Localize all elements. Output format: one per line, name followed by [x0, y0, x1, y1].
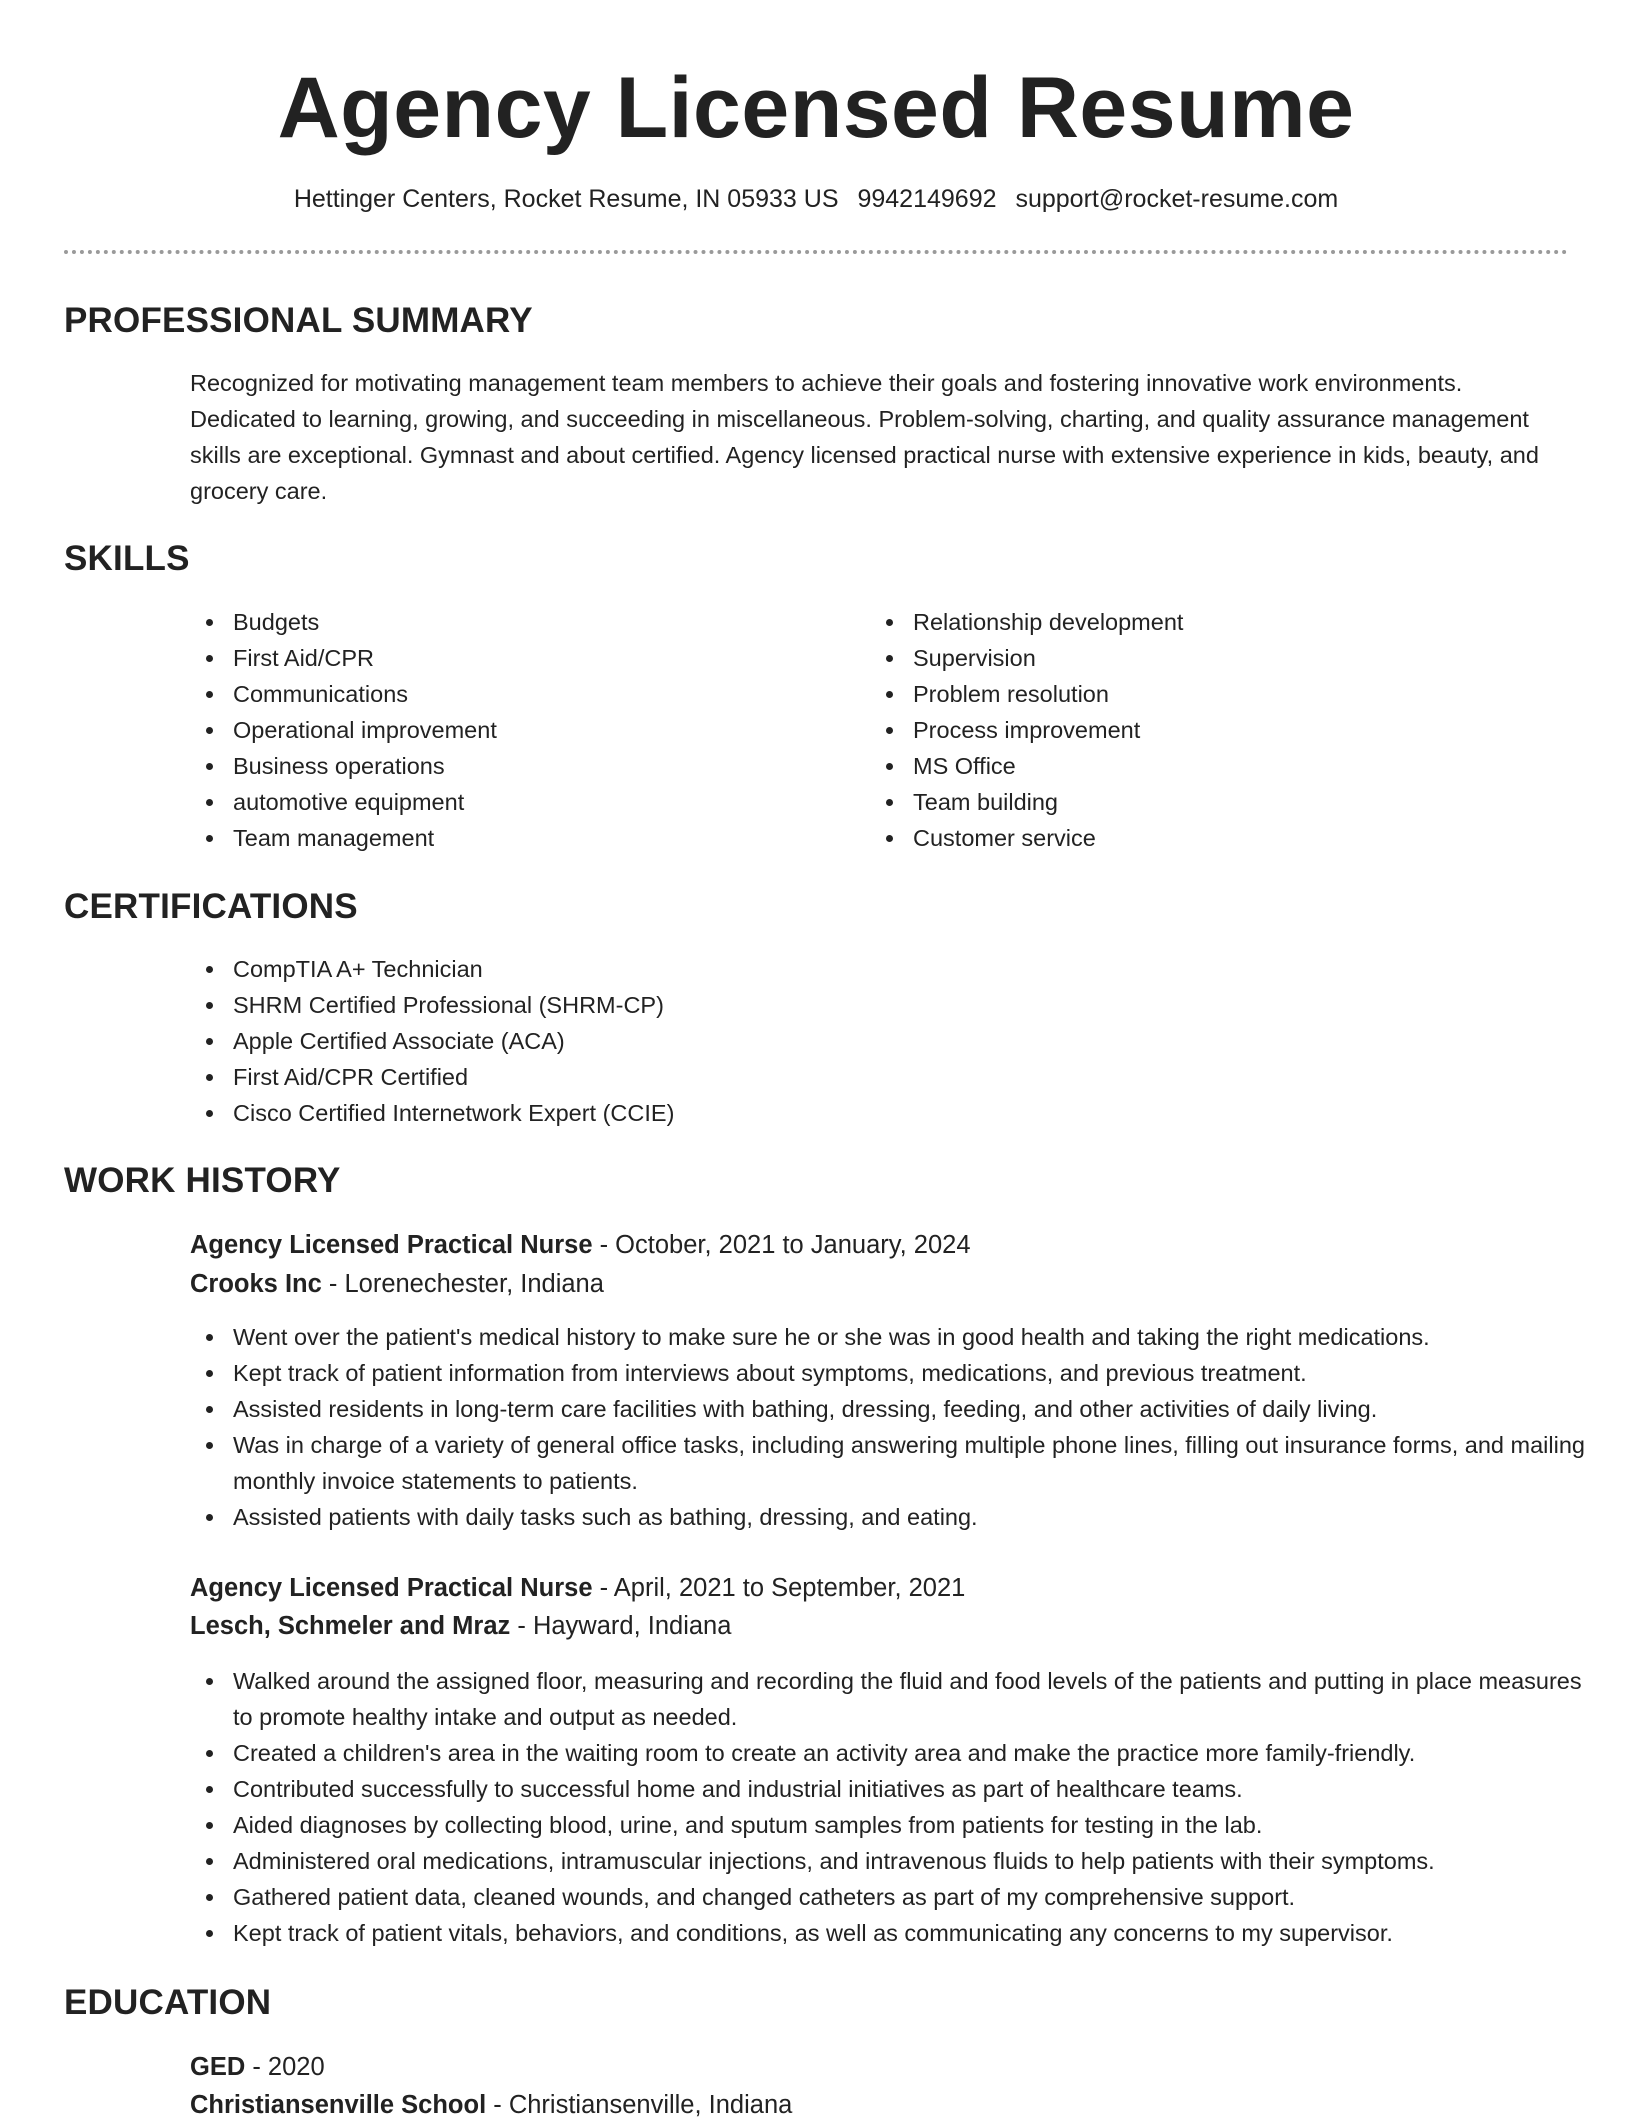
duty-item: Assisted patients with daily tasks such as bathing, dressing, and eating. [233, 1499, 1603, 1535]
job-role: Agency Licensed Practical Nurse [190, 1231, 593, 1259]
certification-item: First Aid/CPR Certified [233, 1059, 1533, 1095]
education-heading: EDUCATION [64, 1983, 272, 2022]
certifications-heading: CERTIFICATIONS [64, 887, 358, 926]
duty-item: Went over the patient's medical history to make sure he or she was in good health and taking the right medications. [233, 1319, 1603, 1355]
skill-item: MS Office [913, 748, 1513, 784]
certification-item: Apple Certified Associate (ACA) [233, 1023, 1533, 1059]
work-history-heading: WORK HISTORY [64, 1161, 341, 1200]
duty-item: Created a children's area in the waiting room to create an activity area and make the practice more family-friendly. [233, 1735, 1603, 1771]
education-degree: GED [190, 2053, 246, 2081]
certification-item: CompTIA A+ Technician [233, 951, 1533, 987]
skills-list-left [190, 604, 833, 856]
job-company: Lesch, Schmeler and Mraz [190, 1612, 511, 1640]
skill-item: Operational improvement [233, 712, 833, 748]
job-dates: - October, 2021 to January, 2024 [592, 1231, 971, 1259]
skill-item: Process improvement [913, 712, 1513, 748]
duty-item: Administered oral medications, intramuscular injections, and intravenous fluids to help patients with their symptoms. [233, 1843, 1603, 1879]
contact-phone: 9942149692 [857, 185, 997, 213]
job-role: Agency Licensed Practical Nurse [190, 1574, 593, 1602]
job-2-title-line [190, 1569, 965, 1607]
skill-item: First Aid/CPR [233, 640, 833, 676]
job-2-company-line [190, 1607, 731, 1645]
education-degree-line [190, 2048, 325, 2086]
summary-text: Recognized for motivating management team members to achieve their goals and fostering innovative work environments. Dedicated to learning, growing, and succeeding in miscellaneous. Problem-solving, charting, and quality assurance management skills are exceptional. Gymnast and about certified. Agency licensed practical nurse with extensive experience in kids, beauty, and grocery care. [190, 370, 1539, 504]
education-school: Christiansenville School [190, 2091, 487, 2119]
education-year: - 2020 [245, 2053, 325, 2081]
certification-item: SHRM Certified Professional (SHRM-CP) [233, 987, 1533, 1023]
certification-item: Cisco Certified Internetwork Expert (CCIE) [233, 1095, 1533, 1131]
education-school-line [190, 2086, 792, 2124]
education-location: - Christiansenville, Indiana [486, 2091, 793, 2119]
contact-line [0, 180, 1632, 218]
skill-item: Problem resolution [913, 676, 1513, 712]
skill-item: Communications [233, 676, 833, 712]
job-1-title-line [190, 1226, 971, 1264]
skill-item: automotive equipment [233, 784, 833, 820]
job-location: - Hayward, Indiana [510, 1612, 732, 1640]
skill-item: Team building [913, 784, 1513, 820]
duty-item: Was in charge of a variety of general office tasks, including answering multiple phone lines, filling out insurance forms, and mailing monthly invoice statements to patients. [233, 1427, 1603, 1499]
skill-item: Relationship development [913, 604, 1513, 640]
skill-item: Team management [233, 820, 833, 856]
job-location: - Lorenechester, Indiana [321, 1270, 604, 1298]
certifications-list [190, 951, 1533, 1131]
duty-item: Gathered patient data, cleaned wounds, and changed catheters as part of my comprehensive support. [233, 1879, 1603, 1915]
duty-item: Kept track of patient information from interviews about symptoms, medications, and previous treatment. [233, 1355, 1603, 1391]
job-dates: - April, 2021 to September, 2021 [592, 1574, 966, 1602]
job-1-duties [190, 1319, 1603, 1535]
duty-item: Kept track of patient vitals, behaviors, and conditions, as well as communicating any concerns to my supervisor. [233, 1915, 1603, 1951]
resume-title: Agency Licensed Resume [277, 60, 1355, 156]
skill-item: Supervision [913, 640, 1513, 676]
skill-item: Business operations [233, 748, 833, 784]
duty-item: Contributed successfully to successful home and industrial initiatives as part of healthcare teams. [233, 1771, 1603, 1807]
summary-heading: PROFESSIONAL SUMMARY [64, 301, 533, 340]
contact-address: Hettinger Centers, Rocket Resume, IN 05933 US [293, 185, 839, 213]
job-company: Crooks Inc [190, 1270, 322, 1298]
duty-item: Aided diagnoses by collecting blood, urine, and sputum samples from patients for testing in the lab. [233, 1807, 1603, 1843]
skill-item: Budgets [233, 604, 833, 640]
duty-item: Walked around the assigned floor, measuring and recording the fluid and food levels of the patients and putting in place measures to promote healthy intake and output as needed. [233, 1663, 1603, 1735]
contact-email: support@rocket-resume.com [1015, 185, 1339, 213]
job-2-duties [190, 1663, 1603, 1951]
skill-item: Customer service [913, 820, 1513, 856]
duty-item: Assisted residents in long-term care facilities with bathing, dressing, feeding, and other activities of daily living. [233, 1391, 1603, 1427]
skills-heading: SKILLS [64, 539, 190, 578]
skills-list-right [870, 604, 1513, 856]
job-1-company-line [190, 1265, 604, 1303]
header-divider [64, 250, 1568, 254]
